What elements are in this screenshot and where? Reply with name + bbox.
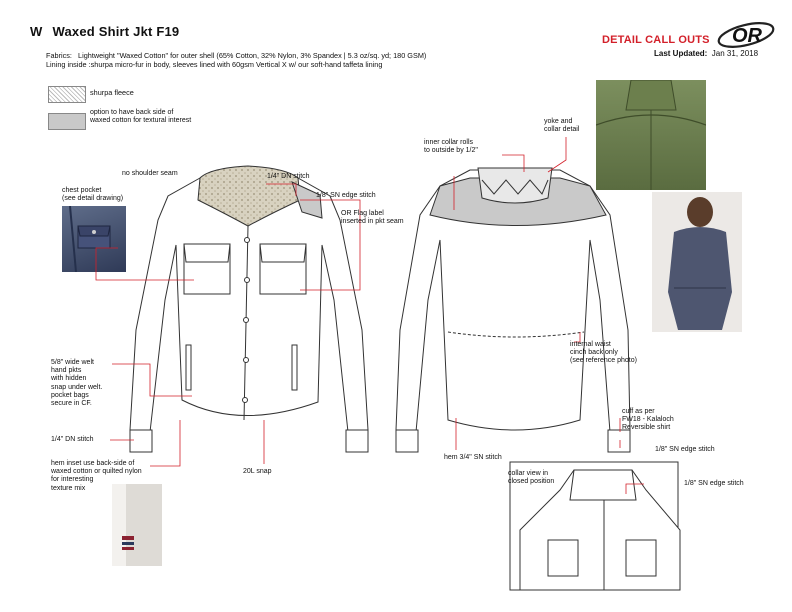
title-text: Waxed Shirt Jkt F19 xyxy=(52,24,180,39)
callout-no-shoulder-seam: no shoulder seam xyxy=(122,170,178,177)
updated-value: Jan 31, 2018 xyxy=(711,49,759,58)
callout-sn-edge-cuff: 1/8" SN edge stitch xyxy=(655,446,715,453)
callout-snap: 20L snap xyxy=(243,468,272,475)
front-welt-right xyxy=(292,345,297,390)
front-jacket xyxy=(130,166,368,452)
callout-sn-edge-top: 1/8" SN edge stitch xyxy=(316,192,376,199)
callout-dn-stitch-left: 1/4" DN stitch xyxy=(51,436,94,443)
legend-label-fleece: shurpa fleece xyxy=(90,88,134,97)
callout-sn-edge-collar: 1/8" SN edge stitch xyxy=(684,480,744,487)
callout-yoke: yoke and collar detail xyxy=(544,118,580,134)
callout-welt-pockets: 5/8" wide welt hand pkts with hidden snap under welt. pocket bags secure in CF. xyxy=(51,359,103,408)
front-cuff-right xyxy=(346,430,368,452)
callout-inner-collar: inner collar rolls to outside by 1/2" xyxy=(424,139,478,155)
fabrics-line: Fabrics: Lightweight "Waxed Cotton" for outer shell (65% Cotton, 32% Nylon, 3% Spandex | 5.3 oz/sq. yd; 180 GSM) xyxy=(46,51,427,60)
back-cuff-right xyxy=(608,430,630,452)
front-welt-left xyxy=(186,345,191,390)
callout-or-flag: OR Flag label inserted in pkt seam xyxy=(341,210,404,226)
callout-hem-inset: hem inset use back-side of waxed cotton or quilted nylon for interesting texture mix xyxy=(51,460,142,492)
callout-collar-view: collar view in closed position xyxy=(508,470,555,486)
back-collar xyxy=(478,168,552,203)
legend-label-backside: option to have back side of waxed cotton for textural interest xyxy=(90,109,192,125)
title-prefix: W xyxy=(30,24,43,39)
back-jacket xyxy=(396,168,630,452)
front-cuff-left xyxy=(130,430,152,452)
updated-label: Last Updated: xyxy=(654,49,708,58)
logo-text: OR xyxy=(732,25,762,47)
callout-hem-back: hem 3/4" SN stitch xyxy=(444,454,502,461)
callout-cuff: cuff as per FW18 - Kalaloch Reversible shirt xyxy=(622,408,674,432)
callout-chest-pocket: chest pocket (see detail drawing) xyxy=(62,187,124,203)
callout-waist-cinch: internal waist cinch back only (see reference photo) xyxy=(570,341,637,365)
back-cuff-left xyxy=(396,430,418,452)
lining-line: Lining inside :shurpa micro-fur in body, sleeves lined with 60gsm Vertical X w/ our soft-hand taffeta lining xyxy=(46,60,383,70)
callout-dn-stitch-top: 1/4" DN stitch xyxy=(267,173,310,180)
section-heading: DETAIL CALL OUTS xyxy=(602,34,710,46)
